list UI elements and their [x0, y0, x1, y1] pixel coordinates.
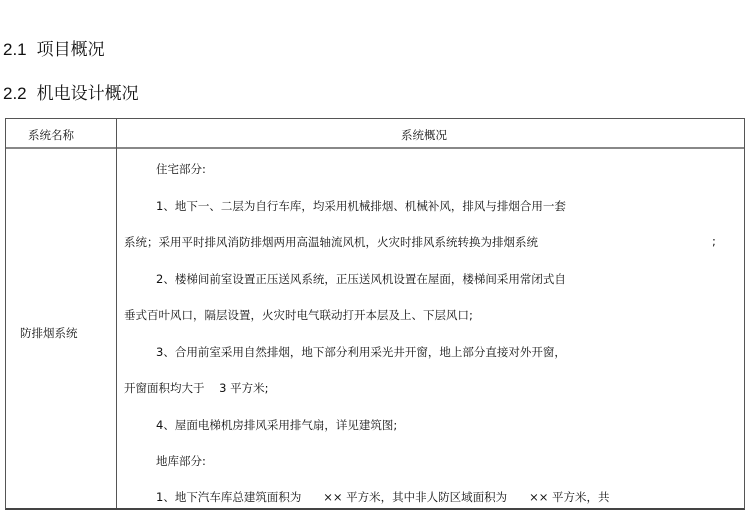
- header-system-overview: 系统概况: [401, 128, 447, 142]
- overview-line: 垂式百叶风口，隔层设置，火灾时电气联动打开本层及上、下层风口;: [124, 308, 473, 322]
- heading-number: 2.2: [3, 84, 27, 103]
- overview-line: 3、合用前室采用自然排烟，地下部分利用采光井开窗，地上部分直接对外开窗，: [156, 345, 566, 359]
- heading-number: 2.1: [3, 40, 27, 59]
- heading-title: 项目概况: [36, 40, 105, 59]
- overview-line: 2、楼梯间前室设置正压送风系统，正压送风机设置在屋面，楼梯间采用常闭式自: [156, 272, 566, 286]
- overview-line: 地库部分:: [156, 454, 206, 468]
- overview-line: 开窗面积均大于 3 平方米;: [124, 381, 269, 395]
- mep-overview-table: [5, 118, 745, 510]
- heading-2-1: [3, 35, 105, 60]
- system-name-cell: 防排烟系统: [20, 326, 78, 340]
- overview-line: 4、屋面电梯机房排风采用排气扇，详见建筑图;: [156, 418, 398, 432]
- overview-line: 住宅部分:: [156, 162, 206, 176]
- heading-2-2: [3, 79, 139, 104]
- overview-line: 系统；采用平时排风消防排烟两用高温轴流风机，火灾时排风系统转换为排烟系统: [124, 235, 538, 249]
- heading-title: 机电设计概况: [36, 84, 139, 103]
- trailing-semicolon: ;: [712, 234, 716, 248]
- overview-line: 1、地下一、二层为自行车库，均采用机械排烟、机械补风，排风与排烟合用一套: [156, 199, 566, 213]
- header-system-name: 系统名称: [28, 128, 74, 142]
- overview-line: 1、地下汽车库总建筑面积为 ×× 平方米，其中非人防区域面积为 ×× 平方米，共: [156, 490, 610, 504]
- column-divider: [116, 119, 117, 508]
